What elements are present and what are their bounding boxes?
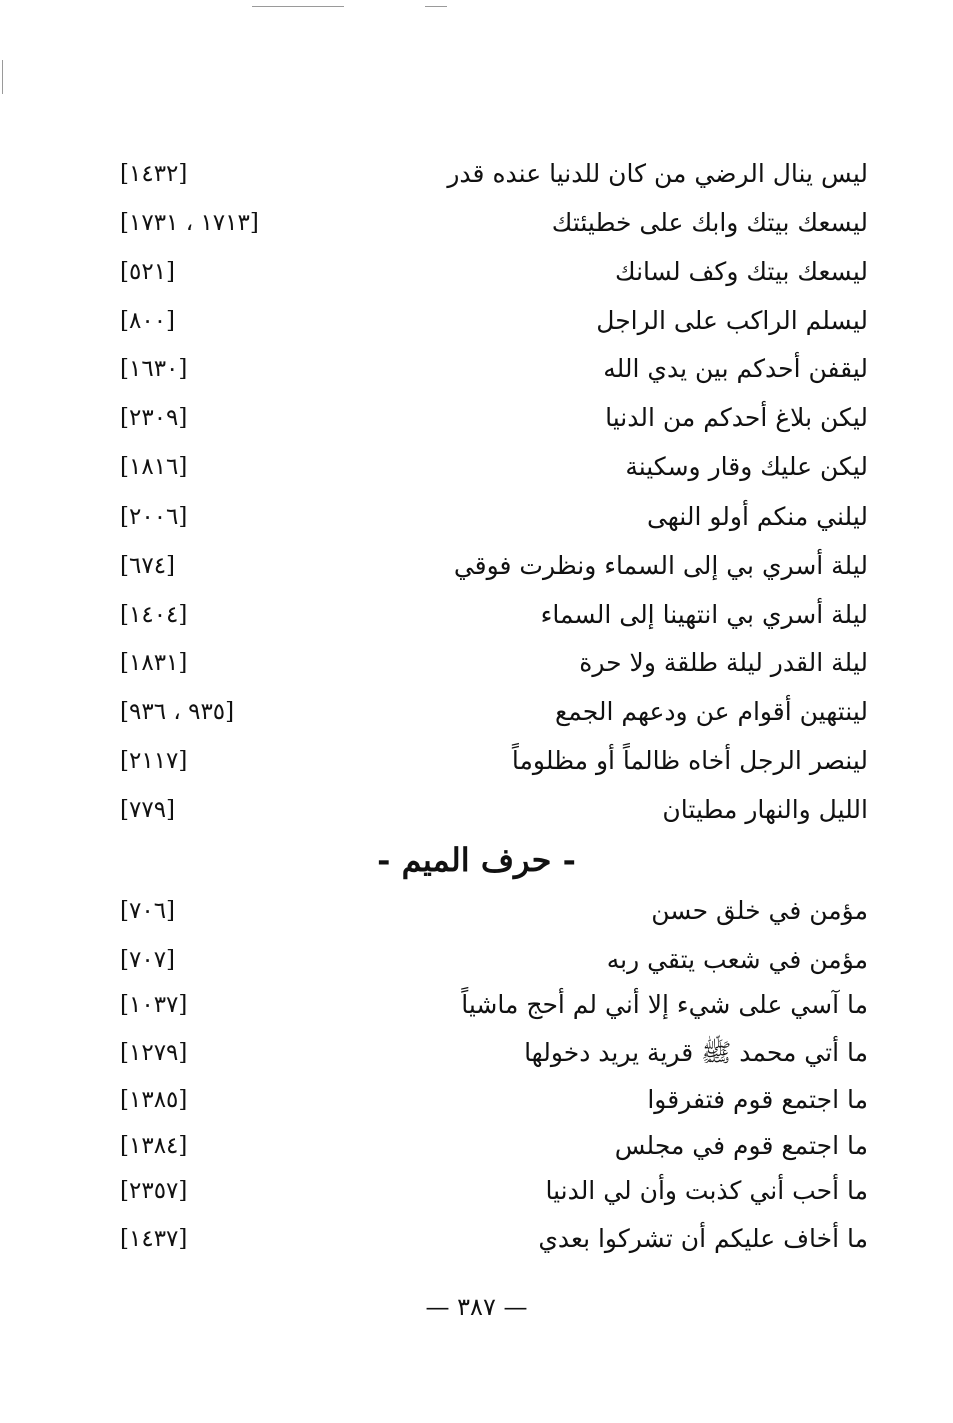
entry-text: ما اجتمع قوم في مجلس bbox=[614, 1131, 868, 1160]
entry-reference: [١٦٣٠] bbox=[120, 356, 188, 382]
entry-text: ليسعك بيتك وابك على خطيئتك bbox=[551, 208, 868, 237]
list-item bbox=[0, 692, 953, 742]
list-item bbox=[0, 497, 953, 547]
entry-text: ليقفن أحدكم بين يدي الله bbox=[603, 354, 868, 383]
list-item bbox=[0, 1033, 953, 1083]
entry-text: ليكن عليك وقار وسكينة bbox=[625, 452, 868, 481]
entry-reference: [٢٣٥٧] bbox=[120, 1178, 188, 1204]
list-item bbox=[0, 940, 953, 990]
list-item bbox=[0, 985, 953, 1035]
section-heading: - حرف الميم - bbox=[377, 841, 576, 879]
entry-reference: [٧٠٦] bbox=[120, 898, 176, 924]
entry-text: ليسلم الراكب على الراجل bbox=[596, 306, 868, 335]
entry-text: ما أتي محمد ﷺ قرية يريد دخولها bbox=[524, 1038, 868, 1067]
entry-reference: [٢٠٠٦] bbox=[120, 504, 188, 530]
list-item bbox=[0, 447, 953, 497]
list-item bbox=[0, 1080, 953, 1130]
list-item bbox=[0, 203, 953, 253]
entry-text: ليس ينال الرضي من كان للدنيا عنده قدر bbox=[447, 159, 868, 188]
entry-reference: [٧٠٧] bbox=[120, 947, 176, 973]
scan-line-top bbox=[252, 6, 344, 7]
entry-text: ليلة أسري بي انتهينا إلى السماء bbox=[540, 600, 868, 629]
entry-reference: [٩٣٥ ، ٩٣٦] bbox=[120, 699, 235, 725]
entry-text: ما أخاف عليكم أن تشركوا بعدي bbox=[538, 1224, 868, 1253]
entry-reference: [١٧١٣ ، ١٧٣١] bbox=[120, 210, 259, 236]
list-item bbox=[0, 643, 953, 693]
entry-reference: [١٨١٦] bbox=[120, 454, 188, 480]
entry-reference: [١٠٣٧] bbox=[120, 992, 188, 1018]
entry-text: لينتهين أقوام عن ودعهم الجمع bbox=[554, 697, 868, 726]
entry-reference: [١٤٣٢] bbox=[120, 161, 188, 187]
entry-reference: [٦٧٤] bbox=[120, 553, 176, 579]
list-item bbox=[0, 252, 953, 302]
entry-text: ليلة القدر ليلة طلقة ولا حرة bbox=[579, 648, 868, 677]
list-item bbox=[0, 546, 953, 596]
entry-text: ما آسي على شيء إلا أني لم أحج ماشياً bbox=[461, 990, 868, 1019]
list-item bbox=[0, 154, 953, 204]
entry-reference: [١٤٣٧] bbox=[120, 1226, 188, 1252]
entry-text: ليسعك بيتك وكف لسانك bbox=[615, 257, 868, 286]
entry-reference: [٨٠٠] bbox=[120, 308, 176, 334]
entry-reference: [١٣٨٤] bbox=[120, 1133, 188, 1159]
list-item bbox=[0, 1126, 953, 1176]
list-item bbox=[0, 1219, 953, 1269]
entry-reference: [٢٣٠٩] bbox=[120, 405, 188, 431]
entry-reference: [١٣٨٥] bbox=[120, 1087, 188, 1113]
list-item bbox=[0, 891, 953, 941]
list-item bbox=[0, 1171, 953, 1221]
entry-text: ما اجتمع قوم فتفرقوا bbox=[647, 1085, 868, 1114]
entry-text: ما أحب أني كذبت وأن لي الدنيا bbox=[545, 1176, 868, 1205]
entry-text: ليكن بلاغ أحدكم من الدنيا bbox=[605, 403, 868, 432]
list-item bbox=[0, 349, 953, 399]
entry-reference: [٧٧٩] bbox=[120, 797, 176, 823]
entry-text: ليلة أسري بي إلى السماء ونظرت فوقي bbox=[453, 551, 868, 580]
entry-reference: [١٨٣١] bbox=[120, 650, 188, 676]
entry-reference: [١٤٠٤] bbox=[120, 602, 188, 628]
list-item bbox=[0, 741, 953, 791]
entry-reference: [٢١١٧] bbox=[120, 748, 188, 774]
entry-text: ليلني منكم أولو النهى bbox=[646, 502, 868, 531]
list-item bbox=[0, 595, 953, 645]
entry-reference: [١٢٧٩] bbox=[120, 1040, 188, 1066]
page-number: — ٣٨٧ — bbox=[425, 1293, 528, 1321]
entry-text: لينصر الرجل أخاه ظالماً أو مظلوماً bbox=[511, 746, 868, 775]
scan-line-left bbox=[2, 60, 3, 94]
entry-text: مؤمن في خلق حسن bbox=[651, 896, 868, 925]
entry-text: مؤمن في شعب يتقي ربه bbox=[606, 945, 868, 974]
scan-line-top-small bbox=[425, 6, 447, 7]
list-item bbox=[0, 790, 953, 840]
entry-text: الليل والنهار مطيتان bbox=[662, 795, 868, 824]
list-item bbox=[0, 301, 953, 351]
entry-reference: [٥٢١] bbox=[120, 259, 176, 285]
list-item bbox=[0, 398, 953, 448]
